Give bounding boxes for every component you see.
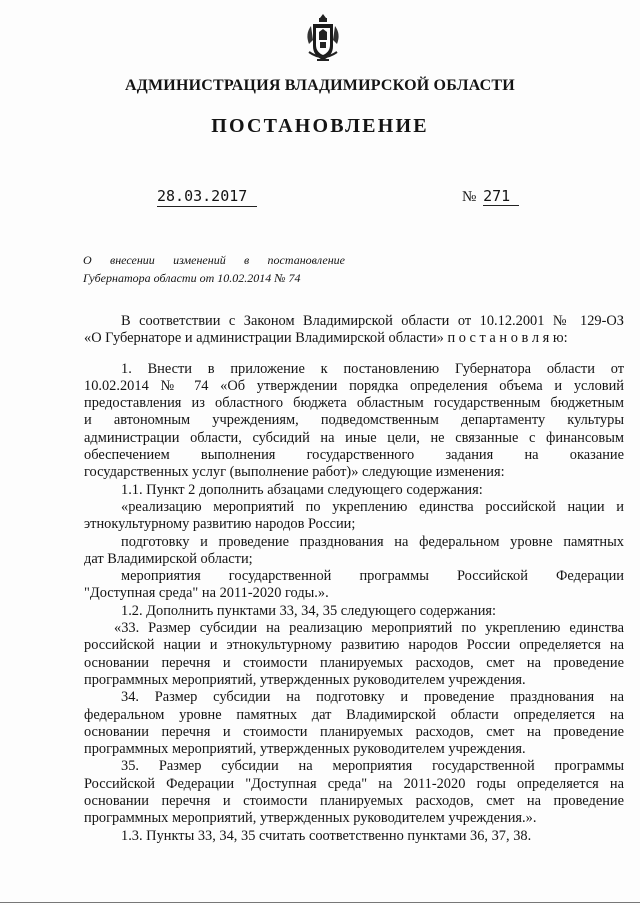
document-body: [84, 313, 624, 845]
document-number: [462, 187, 519, 206]
body-line: федеральном уровне памятных дат Владимирской области определяется на: [84, 706, 624, 723]
body-line: 35. Размер субсидии на мероприятия государственной программы: [121, 758, 624, 775]
body-line: дат Владимирской области;: [84, 550, 253, 567]
body-line: «реализацию мероприятий по укреплению единства российской нации и: [121, 498, 624, 515]
body-line: программных мероприятий, утвержденных руководителем учреждения.: [84, 741, 526, 758]
body-line: 1.1. Пункт 2 дополнить абзацами следующего содержания:: [121, 481, 483, 498]
number-sign: №: [462, 189, 477, 205]
body-line: "Доступная среда" на 2011-2020 годы.».: [84, 585, 329, 602]
organization-title: АДМИНИСТРАЦИЯ ВЛАДИМИРСКОЙ ОБЛАСТИ: [125, 77, 515, 94]
document-date: 28.03.2017: [157, 187, 257, 207]
number-value: 271: [483, 187, 519, 206]
body-line: 1.2. Дополнить пунктами 33, 34, 35 следующего содержания:: [121, 602, 497, 619]
body-line: Российской Федерации "Доступная среда" на 2011-2020 годы определяется на: [84, 775, 624, 792]
body-line: подготовку и проведение празднования на федеральном уровне памятных: [121, 533, 624, 550]
body-line: 10.02.2014 № 74 «Об утверждении порядка определения объема и условий: [84, 377, 624, 394]
body-line: 34. Размер субсидии на подготовку и проведение празднования на: [121, 689, 624, 706]
body-line: 1.3. Пункты 33, 34, 35 считать соответственно пунктами 36, 37, 38.: [121, 827, 532, 844]
subject-line: О внесении изменений в постановление: [83, 253, 345, 267]
body-line: основании перечня и стоимости планируемых расходов, смет на проведение: [84, 723, 624, 740]
body-line: мероприятия государственной программы Российской Федерации: [121, 568, 624, 585]
subject-line: Губернатора области от 10.02.2014 № 74: [83, 271, 301, 285]
body-line: обеспечением выполнения государственного задания на оказание: [84, 447, 624, 464]
body-line: основании перечня и стоимости планируемых расходов, смет на проведение: [84, 654, 624, 671]
body-line: В соответствии с Законом Владимирской области от 10.12.2001 № 129-ОЗ: [121, 313, 624, 329]
document-type: ПОСТАНОВЛЕНИЕ: [211, 115, 429, 137]
body-line: «О Губернаторе и администрации Владимирской области» п о с т а н о в л я ю:: [84, 330, 568, 347]
body-line: программных мероприятий, утвержденных руководителем учреждения.».: [84, 810, 537, 827]
body-line: администрации области, субсидий на иные цели, не связанные с финансовым: [84, 429, 624, 446]
page-edge: [0, 902, 640, 903]
coat-of-arms-icon: [303, 12, 343, 64]
body-line: этнокультурному развитию народов России;: [84, 516, 356, 533]
body-line: «33. Размер субсидии на реализацию мероприятий по укреплению единства: [114, 620, 624, 637]
body-line: основании перечня и стоимости планируемых расходов, смет на проведение: [84, 793, 624, 810]
body-line: и автономным учреждениям, подведомственным департаменту культуры: [84, 412, 624, 429]
body-line: государственных услуг (выполнение работ)» следующие изменения:: [84, 464, 505, 481]
body-line: российской нации и этнокультурному развитию народов России определяется на: [84, 637, 624, 654]
body-line: программных мероприятий, утвержденных руководителем учреждения.: [84, 671, 526, 688]
document-subject: [83, 251, 345, 287]
body-line: 1. Внести в приложение к постановлению Губернатора области от: [121, 360, 624, 377]
body-line: предоставления из областного бюджета областным государственным бюджетным: [84, 395, 624, 412]
